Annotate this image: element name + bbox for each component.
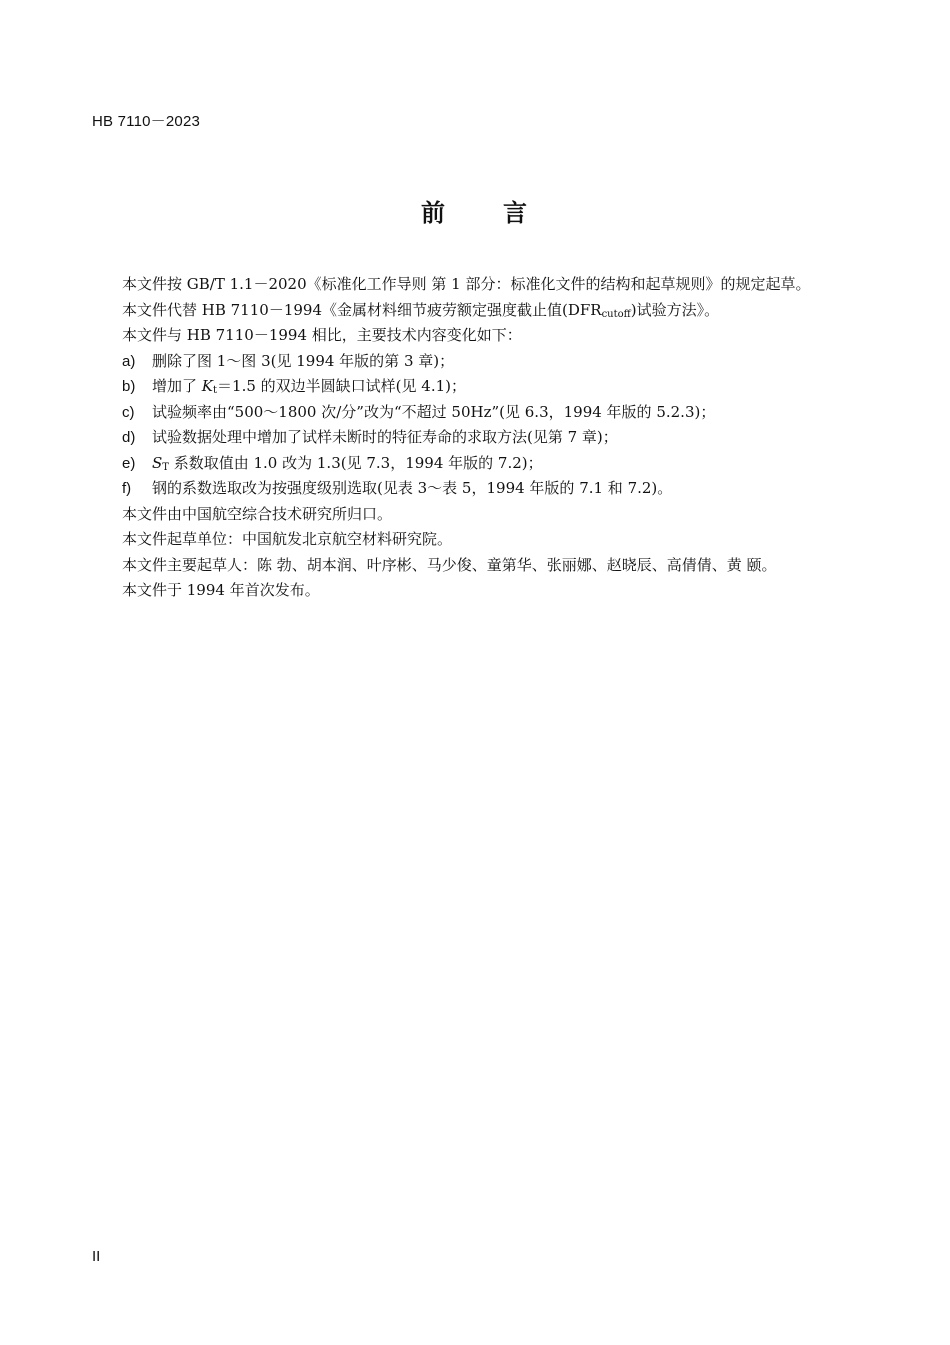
replaces-prefix: 本文件代替 HB 7110－1994《金属材料细节疲劳额定强度截止值(DFR [122, 300, 602, 319]
item-marker: f) [122, 480, 132, 497]
change-item-d [92, 425, 840, 451]
change-item-b [92, 374, 840, 400]
item-text: 试验数据处理中增加了试样未断时的特征寿命的求取方法(见第 7 章)； [152, 428, 618, 446]
item-marker: a) [122, 352, 136, 370]
item-marker: c) [122, 403, 135, 421]
paragraph-first-issue: 本文件于 1994 年首次发布。 [122, 581, 320, 599]
page-title [0, 193, 950, 228]
change-item-f [92, 476, 840, 502]
item-marker: e) [122, 454, 136, 472]
paragraph-replaces [92, 298, 840, 324]
symbol-k: K [201, 377, 213, 395]
title-part-1: 前 [421, 198, 447, 227]
item-text: 钢的系数选取改为按强度级别选取(见表 3～表 5，1994 年版的 7.1 和 7.2)。 [152, 479, 673, 497]
symbol-k-subscript: t [213, 385, 218, 396]
change-item-c [92, 400, 840, 426]
item-text-post: 系数取值由 1.0 改为 1.3(见 7.3，1994 年版的 7.2)； [168, 453, 543, 472]
symbol-s: S [152, 453, 163, 472]
replaces-suffix: )试验方法》。 [630, 300, 720, 319]
symbol-s-subscript: T [162, 461, 169, 473]
item-marker: d) [122, 429, 136, 446]
change-item-a [92, 349, 840, 375]
paragraph-drafters: 本文件主要起草人：陈 勃、胡本润、叶序彬、马少俊、童第华、张丽娜、赵晓辰、高倩倩、黄 颐。 [122, 555, 777, 574]
item-text: 试验频率由“500～1800 次/分”改为“不超过 50Hz”(见 6.3，1994 年版的 5.2.3)； [152, 402, 716, 421]
title-part-2: 言 [503, 198, 529, 227]
page-number: II [92, 1248, 101, 1265]
document-code: HB 7110－2023 [92, 113, 201, 130]
paragraph-owner: 本文件由中国航空综合技术研究所归口。 [122, 504, 393, 523]
preface-body [92, 272, 840, 604]
item-text: 删除了图 1～图 3(见 1994 年版的第 3 章)； [152, 351, 455, 370]
replaces-subscript: cutoff [601, 308, 631, 320]
item-text-post: ＝1.5 的双边半圆缺口试样(见 4.1)； [217, 377, 466, 395]
paragraph-changes-intro: 本文件与 HB 7110－1994 相比，主要技术内容变化如下： [122, 326, 522, 344]
item-marker: b) [122, 378, 136, 395]
item-text-pre: 增加了 [152, 377, 202, 395]
paragraph-drafting-rules: 本文件按 GB/T 1.1－2020《标准化工作导则 第 1 部分：标准化文件的结构和起草规则》的规定起草。 [122, 275, 811, 293]
paragraph-drafting-unit: 本文件起草单位：中国航发北京航空材料研究院。 [122, 530, 453, 548]
change-item-e [92, 451, 840, 477]
